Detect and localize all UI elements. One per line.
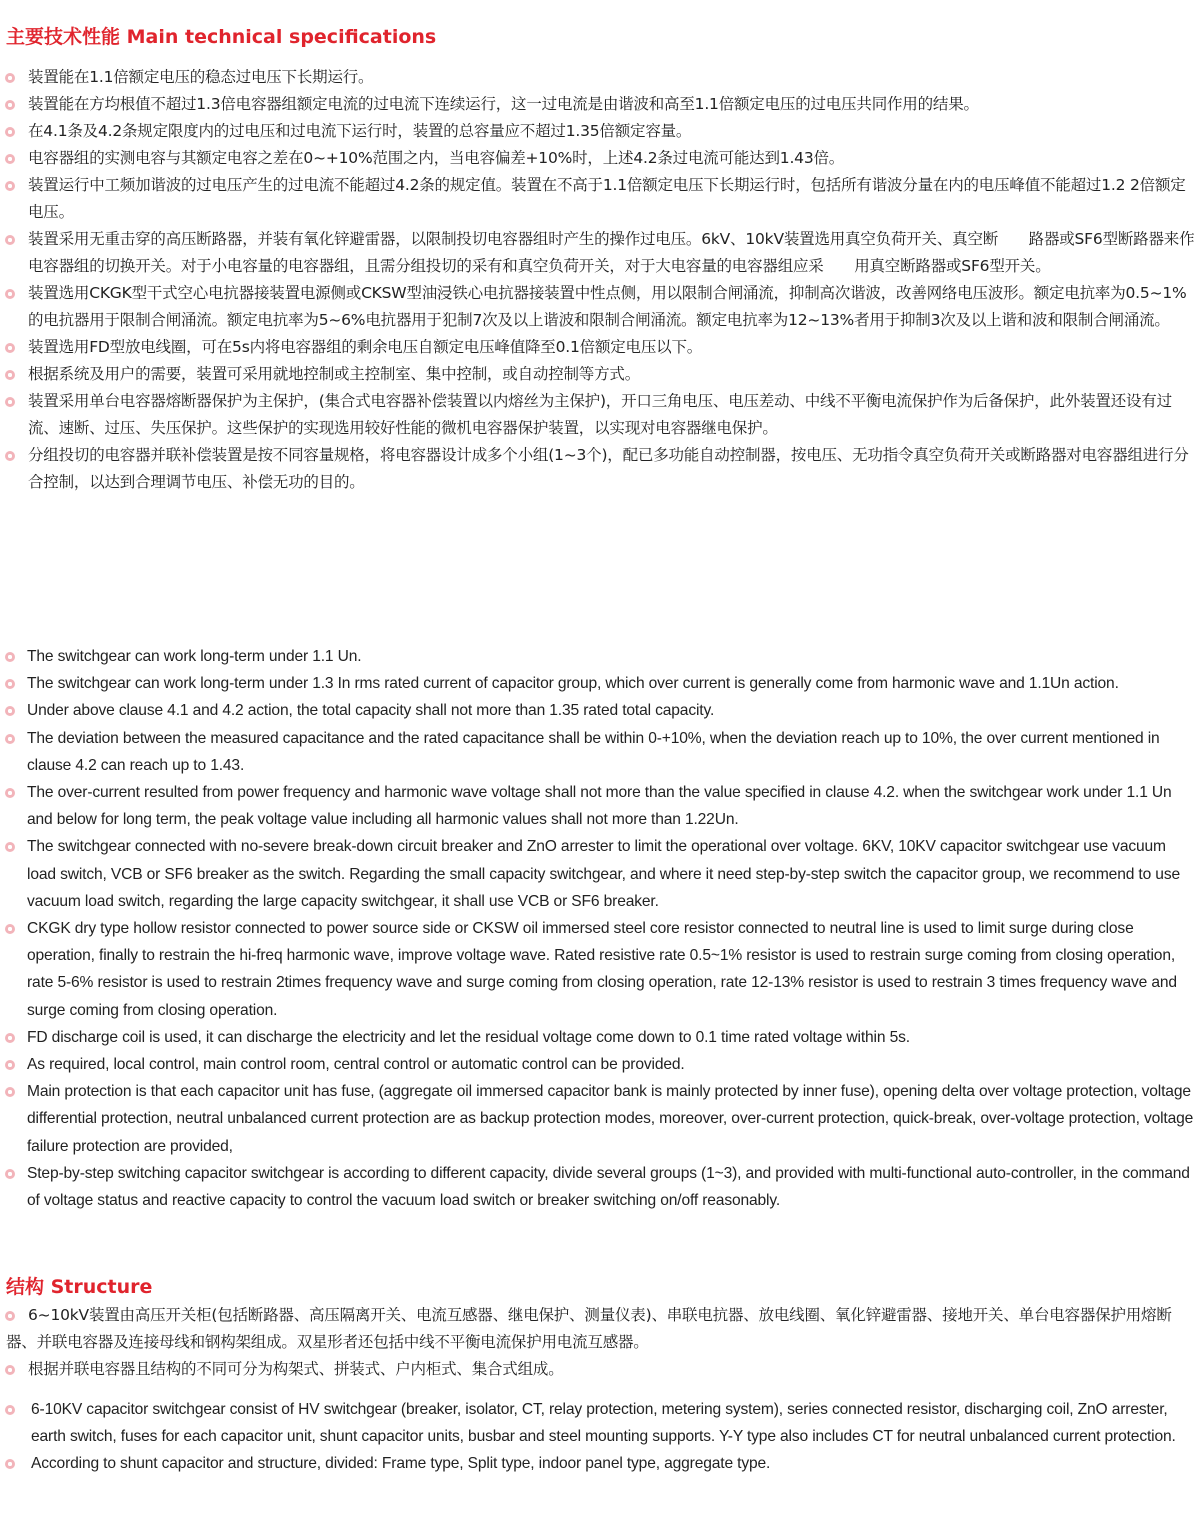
bullet-icon [5, 924, 15, 934]
list-item-text: According to shunt capacitor and structure, divided: Frame type, Split type, indoor panel type, aggregate type. [31, 1455, 771, 1473]
structure-heading: 结构 Structure [6, 1276, 153, 1298]
list-item-text: 装置选用FD型放电线圈，可在5s内将电容器组的剩余电压自额定电压峰值降至0.1倍额定电压以下。 [28, 338, 703, 356]
list-item [0, 1051, 1200, 1078]
list-item-text: Under above clause 4.1 and 4.2 action, the total capacity shall not more than 1.35 rated total capacity. [27, 702, 715, 720]
list-item [0, 1078, 1200, 1160]
bullet-icon [5, 397, 15, 407]
list-item-text: 装置选用CKGK型干式空心电抗器接装置电源侧或CKSW型油浸铁心电抗器接装置中性点侧，用以限制合闸涌流，抑制高次谐波，改善网络电压波形。额定电抗率为0.5~1%的电抗器用于限制合闸涌流。额定电抗率为5~6%电抗器用于犯制7次及以上谐波和限制合闸涌流。额定电抗率为12~13%者用于抑制3次及以上谐和波和限制合闸涌流。 [28, 284, 1187, 329]
list-item-text: 分组投切的电容器并联补偿装置是按不同容量规格，将电容器设计成多个小组(1~3个)，配已多功能自动控制器，按电压、无功指令真空负荷开关或断路器对电容器组进行分合控制，以达到合理调节电压、补偿无功的目的。 [28, 446, 1189, 491]
bullet-icon [5, 1405, 15, 1415]
bullet-icon [5, 1087, 15, 1097]
list-item [0, 1450, 1200, 1477]
bullet-icon [5, 73, 15, 83]
bullet-icon [5, 289, 15, 299]
list-item [0, 670, 1200, 697]
list-item [0, 833, 1200, 915]
list-item [0, 118, 1200, 145]
list-item-text: 装置运行中工频加谐波的过电压产生的过电流不能超过4.2条的规定值。装置在不高于1.1倍额定电压下长期运行时，包括所有谐波分量在内的电压峰值不能超过1.2 2倍额定电压。 [28, 176, 1186, 221]
bullet-icon [5, 734, 15, 744]
bullet-icon [5, 679, 15, 689]
list-item [0, 361, 1200, 388]
list-item [0, 64, 1200, 91]
main-specs-cn-list [0, 64, 1200, 496]
bullet-icon [5, 235, 15, 245]
list-item [0, 697, 1200, 724]
bullet-icon [5, 788, 15, 798]
main-specs-en-list [0, 643, 1200, 1214]
bullet-icon [5, 1033, 15, 1043]
main-specs-heading: 主要技术性能 Main technical specifications [6, 26, 437, 48]
list-item [0, 280, 1200, 334]
bullet-icon [5, 1060, 15, 1070]
list-item-text: Main protection is that each capacitor unit has fuse, (aggregate oil immersed capacitor bank is mainly protected by inner fuse), opening delta over voltage protection, voltage differential protection, neutral unbalanced current protection are as backup protection modes, moreover, over-current protection, quick-break, over-voltage protection, voltage failure protection are provided, [27, 1083, 1194, 1155]
bullet-icon [5, 842, 15, 852]
list-item-text: 装置采用无重击穿的高压断路器，并装有氧化锌避雷器，以限制投切电容器组时产生的操作过电压。6kV、10kV装置选用真空负荷开关、真空断 路器或SF6型断路器来作电容器组的切换开关。对于小电容量的电容器组，且需分组投切的采有和真空负荷开关，对于大电容量的电容器组应采 用真空断路器或SF6型开关。 [28, 230, 1195, 275]
list-item-text: 装置能在方均根值不超过1.3倍电容器组额定电流的过电流下连续运行，这一过电流是由谐波和高至1.1倍额定电压的过电压共同作用的结果。 [28, 95, 979, 113]
list-item-text: The switchgear connected with no-severe break-down circuit breaker and ZnO arrester to limit the operational over voltage. 6KV, 10KV capacitor switchgear use vacuum load switch, VCB or SF6 breaker as the switch. Regarding the small capacity switchgear, and where it need step-by-step switch the capacitor group, we recommend to use vacuum load switch, regarding the large capacity switchgear, it shall use VCB or SF6 breaker. [27, 838, 1180, 910]
list-item [0, 643, 1200, 670]
list-item [0, 1396, 1200, 1450]
bullet-icon [5, 181, 15, 191]
bullet-icon [5, 127, 15, 137]
bullet-icon [5, 1311, 15, 1321]
list-item-text: 在4.1条及4.2条规定限度内的过电压和过电流下运行时，装置的总容量应不超过1.35倍额定容量。 [28, 122, 692, 140]
list-item-text: 装置采用单台电容器熔断器保护为主保护，(集合式电容器补偿装置以内熔丝为主保护)，开口三角电压、电压差动、中线不平衡电流保护作为后备保护，此外装置还设有过流、速断、过压、失压保护。这些保护的实现选用较好性能的微机电容器保护装置，以实现对电容器继电保护。 [28, 392, 1172, 437]
list-item [0, 915, 1200, 1024]
list-item-text: 根据系统及用户的需要，装置可采用就地控制或主控制室、集中控制，或自动控制等方式。 [28, 365, 641, 383]
list-item [0, 388, 1200, 442]
bullet-icon [5, 100, 15, 110]
list-item-text: The switchgear can work long-term under 1.1 Un. [27, 648, 362, 665]
bullet-icon [5, 1365, 15, 1375]
list-item-text: 6~10kV装置由高压开关柜(包括断路器、高压隔离开关、电流互感器、继电保护、测量仪表)、串联电抗器、放电线圈、氧化锌避雷器、接地开关、单台电容器保护用熔断器、并联电容器及连接母线和钢构架组成。双星形者还包括中线不平衡电流保护用电流互感器。 [6, 1306, 1172, 1351]
list-item [0, 226, 1200, 280]
list-item [0, 442, 1200, 496]
list-item [0, 725, 1200, 779]
list-item-text: 装置能在1.1倍额定电压的稳态过电压下长期运行。 [28, 68, 374, 86]
bullet-icon [5, 451, 15, 461]
bullet-icon [5, 343, 15, 353]
list-item [0, 1356, 1200, 1383]
list-item [0, 172, 1200, 226]
structure-cn-list [0, 1302, 1200, 1383]
list-item [0, 1302, 1200, 1356]
list-item-text: As required, local control, main control room, central control or automatic control can be provided. [27, 1056, 685, 1074]
list-item-text: 根据并联电容器且结构的不同可分为构架式、拼装式、户内柜式、集合式组成。 [28, 1360, 564, 1378]
list-item-text: The switchgear can work long-term under 1.3 In rms rated current of capacitor group, which over current is generally come from harmonic wave and 1.1Un action. [27, 675, 1119, 693]
list-item-text: 6-10KV capacitor switchgear consist of HV switchgear (breaker, isolator, CT, relay protection, metering system), series connected resistor, discharging coil, ZnO arrester, earth switch, fuses for each capacitor unit, shunt capacitor units, busbar and steel mounting supports. Y-Y type also includes CT for neutral unbalanced current protection. [31, 1401, 1176, 1446]
list-item [0, 145, 1200, 172]
list-item-text: Step-by-step switching capacitor switchgear is according to different capacity, divide several groups (1~3), and provided with multi-functional auto-controller, in the command of voltage status and reactive capacity to control the vacuum load switch or breaker switching on/off reasonably. [27, 1164, 1190, 1210]
list-item-text: 电容器组的实测电容与其额定电容之差在0~+10%范围之内，当电容偏差+10%时，上述4.2条过电流可能达到1.43倍。 [28, 149, 845, 167]
bullet-icon [5, 1459, 15, 1469]
bullet-icon [5, 370, 15, 380]
list-item [0, 334, 1200, 361]
list-item [0, 91, 1200, 118]
bullet-icon [5, 1169, 15, 1179]
list-item-text: FD discharge coil is used, it can discharge the electricity and let the residual voltage come down to 0.1 time rated voltage within 5s. [27, 1028, 910, 1046]
bullet-icon [5, 652, 15, 662]
list-item [0, 1160, 1200, 1214]
list-item [0, 779, 1200, 833]
list-item-text: The over-current resulted from power frequency and harmonic wave voltage shall not more than the value specified in clause 4.2. when the switchgear work under 1.1 Un and below for long term, the peak voltage value including all harmonic values shall not more than 1.22Un. [27, 784, 1172, 829]
bullet-icon [5, 154, 15, 164]
list-item-text: The deviation between the measured capacitance and the rated capacitance shall be within 0-+10%, when the deviation reach up to 10%, the over current mentioned in clause 4.2 can reach up to 1.43. [27, 729, 1160, 774]
structure-en-list [0, 1396, 1200, 1478]
list-item-text: CKGK dry type hollow resistor connected to power source side or CKSW oil immersed steel core resistor connected to neutral line is used to limit surge during close operation, finally to restrain the hi-freq harmonic wave, improve voltage wave. Rated resistive rate 0.5~1% resistor is used to restrain surge coming from closing operation, rate 5-6% resistor is used to restrain 2times frequency wave and surge coming from closing operation, rate 12-13% resistor is used to restrain 3 times frequency wave and surge coming from closing operation. [27, 920, 1177, 1019]
list-item [0, 1024, 1200, 1051]
bullet-icon [5, 706, 15, 716]
